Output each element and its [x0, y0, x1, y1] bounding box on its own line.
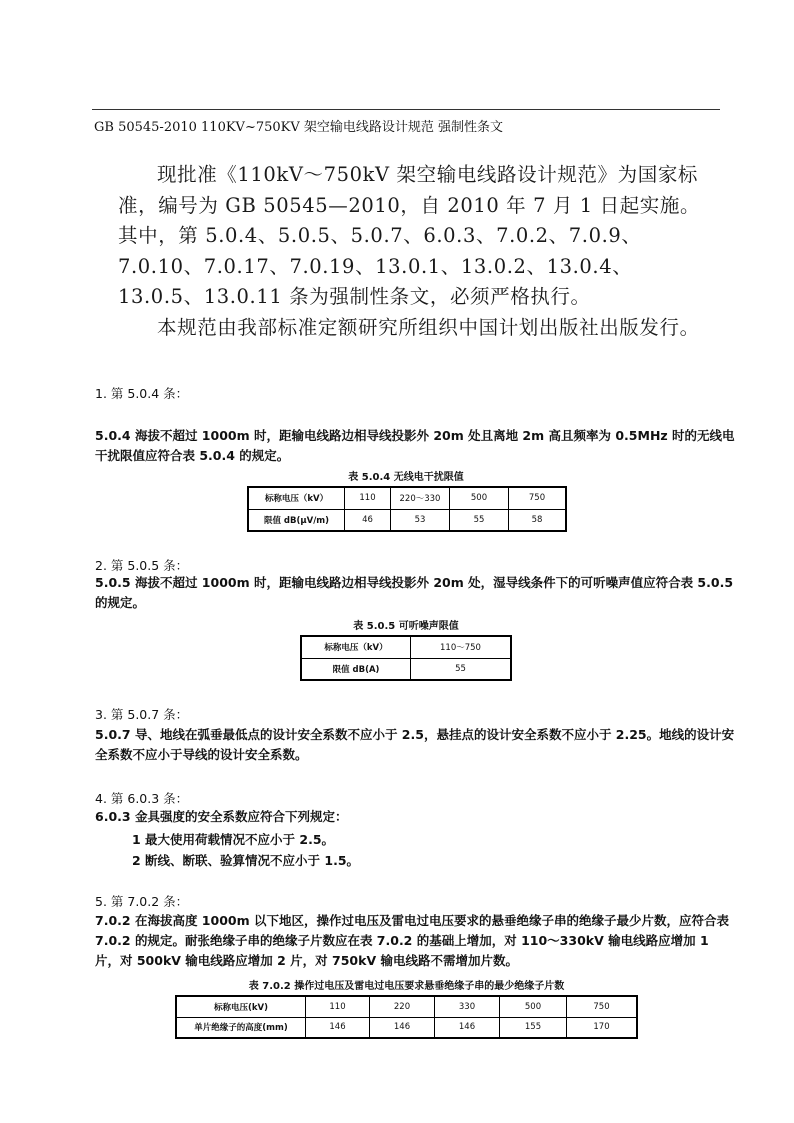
section-5-title: 5. 第 7.0.2 条： — [95, 894, 189, 909]
header-rule — [92, 109, 720, 110]
table-cell: 146 — [306, 1017, 370, 1038]
section-2-text: 5.0.5 海拔不超过 1000m 时，距输电线路边相导线投影外 20m 处，湿导线条件下的可听噪声值应符合表 5.0.5 的规定。 — [95, 575, 734, 610]
table-cell: 170 — [567, 1017, 638, 1038]
table-cell: 标称电压（kV） — [301, 636, 411, 658]
section-4-title: 4. 第 6.0.3 条： — [95, 791, 189, 806]
table-cell: 限值 dB(μV/m) — [248, 509, 345, 531]
scanned-notice — [118, 160, 718, 343]
table-row — [301, 658, 511, 680]
table-cell: 110～750 — [411, 636, 512, 658]
table-cell: 110 — [345, 487, 391, 509]
table-cell: 55 — [450, 509, 509, 531]
table-cell: 500 — [450, 487, 509, 509]
table-cell: 146 — [370, 1017, 435, 1038]
table-cell: 146 — [435, 1017, 500, 1038]
section-1-title: 1. 第 5.0.4 条： — [95, 386, 189, 401]
table-row — [248, 509, 566, 531]
table-5-0-4 — [247, 486, 567, 532]
section-4-item-2: 2 断线、断联、验算情况不应小于 1.5。 — [132, 853, 360, 868]
table-7-0-2-caption: 表 7.0.2 操作过电压及雷电过电压要求悬垂绝缘子串的最少绝缘子片数 — [248, 981, 565, 992]
table-row — [176, 1017, 637, 1038]
section-4-item-1: 1 最大使用荷载情况不应小于 2.5。 — [132, 832, 335, 847]
table-row — [176, 996, 637, 1017]
table-cell: 标称电压(kV) — [176, 996, 306, 1017]
table-5-0-5 — [300, 635, 512, 681]
notice-paragraph-1: 现批准《110kV～750kV 架空输电线路设计规范》为国家标准，编号为 GB 50545—2010，自 2010 年 7 月 1 日起实施。其中，第 5.0.4、5.0.5、5.0.7、6.0.3、7.0.2、7.0.9、7.0.10、7.0.17、7.0.19、13.0.1、13.0.2、13.0.4、13.0.5、13.0.11 条为强制性条文，必须严格执行。 — [118, 163, 701, 308]
table-cell: 限值 dB(A) — [301, 658, 411, 680]
table-5-0-4-caption: 表 5.0.4 无线电干扰限值 — [348, 472, 464, 483]
section-1-text: 5.0.4 海拔不超过 1000m 时，距输电线路边相导线投影外 20m 处且离地 2m 高且频率为 0.5MHz 时的无线电干扰限值应符合表 5.0.4 的规定。 — [95, 428, 735, 463]
section-2-title: 2. 第 5.0.5 条： — [95, 558, 189, 573]
table-cell: 330 — [435, 996, 500, 1017]
section-3-text: 5.0.7 导、地线在弧垂最低点的设计安全系数不应小于 2.5，悬挂点的设计安全系数不应小于 2.25。地线的设计安全系数不应小于导线的设计安全系数。 — [95, 727, 735, 762]
table-cell: 500 — [500, 996, 567, 1017]
section-3-title: 3. 第 5.0.7 条： — [95, 707, 189, 722]
table-row — [248, 487, 566, 509]
table-cell: 220 — [370, 996, 435, 1017]
table-cell: 单片绝缘子的高度(mm) — [176, 1017, 306, 1038]
section-5-text: 7.0.2 在海拔高度 1000m 以下地区，操作过电压及雷电过电压要求的悬垂绝缘子串的绝缘子最少片数，应符合表 7.0.2 的规定。耐张绝缘子串的绝缘子片数应在表 7.0.2 的基础上增加，对 110～330kV 输电线路应增加 1 片，对 500kV 输电线路应增加 2 片，对 750kV 输电线路不需增加片数。 — [95, 913, 729, 968]
table-5-0-5-caption: 表 5.0.5 可听噪声限值 — [353, 621, 459, 632]
document-header: GB 50545-2010 110KV~750KV 架空输电线路设计规范 强制性条文 — [94, 120, 504, 135]
table-cell: 46 — [345, 509, 391, 531]
table-cell: 58 — [509, 509, 567, 531]
table-7-0-2 — [175, 995, 638, 1039]
table-cell: 220～330 — [391, 487, 450, 509]
table-cell: 750 — [509, 487, 567, 509]
table-row — [301, 636, 511, 658]
table-cell: 110 — [306, 996, 370, 1017]
table-cell: 155 — [500, 1017, 567, 1038]
table-cell: 53 — [391, 509, 450, 531]
section-4-text: 6.0.3 金具强度的安全系数应符合下列规定： — [95, 809, 348, 824]
table-cell: 55 — [411, 658, 512, 680]
notice-paragraph-2: 本规范由我部标准定额研究所组织中国计划出版社出版发行。 — [157, 315, 700, 339]
table-cell: 标称电压（kV） — [248, 487, 345, 509]
table-cell: 750 — [567, 996, 638, 1017]
